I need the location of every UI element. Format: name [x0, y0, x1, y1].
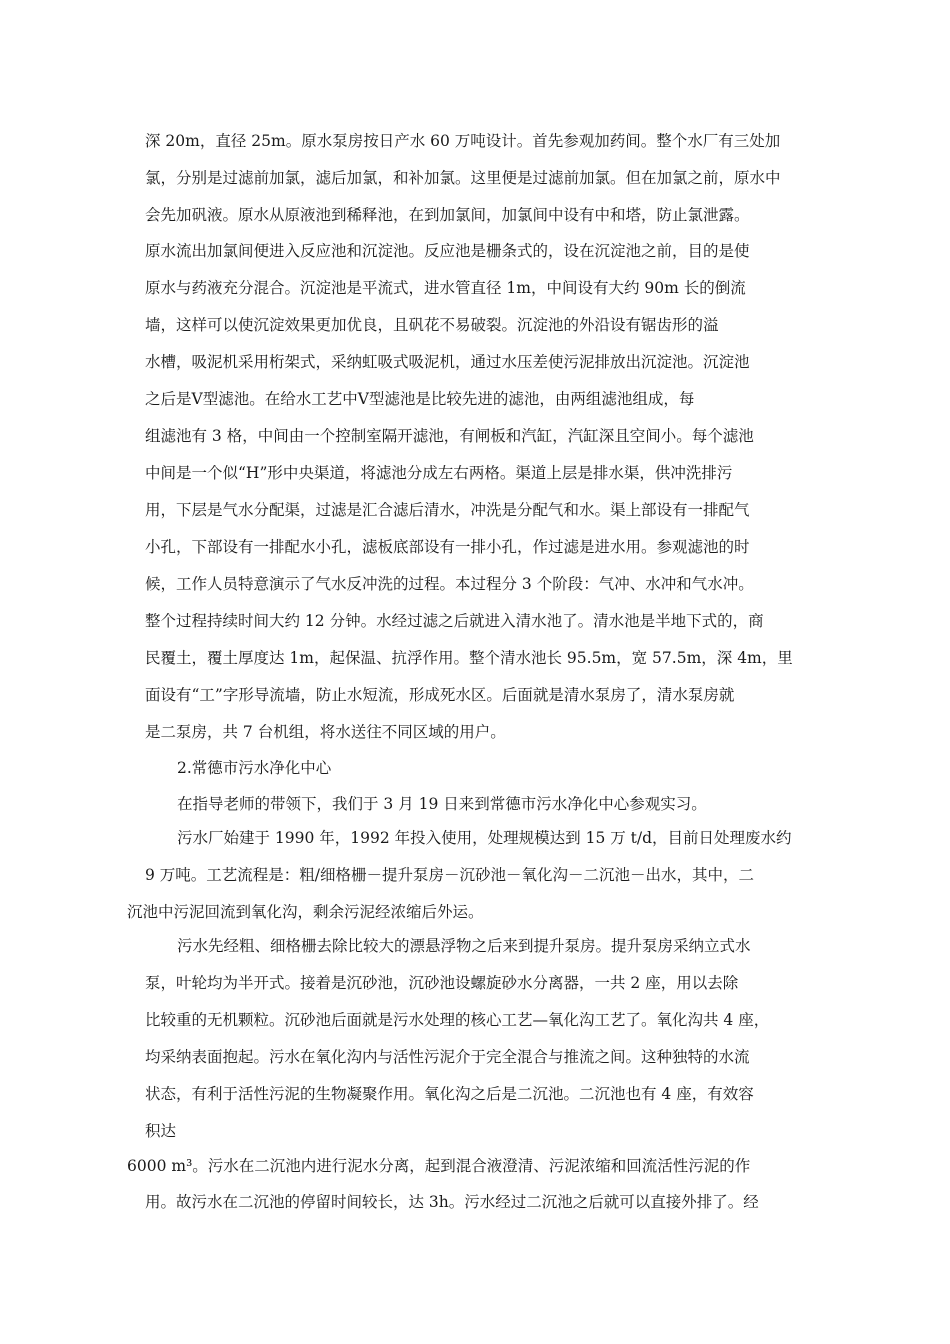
paragraph-line: 深 20m，直径 25m。原水泵房按日产水 60 万吨设计。首先参观加药间。整个水厂有三处加 — [145, 132, 781, 150]
paragraph-line: 氯，分别是过滤前加氯，滤后加氯，和补加氯。这里便是过滤前加氯。但在加氯之前，原水中 — [145, 169, 781, 187]
paragraph-line: 会先加矾液。原水从原液池到稀释池，在到加氯间，加氯间中设有中和塔，防止氯泄露。 — [145, 206, 750, 224]
paragraph-line: 积达 — [145, 1122, 177, 1140]
paragraph-line: 之后是V型滤池。在给水工艺中V型滤池是比较先进的滤池，由两组滤池组成，每 — [145, 390, 695, 408]
paragraph-line: 候，工作人员特意演示了气水反冲洗的过程。本过程分 3 个阶段：气冲、水冲和气水冲。 — [145, 575, 754, 593]
section-heading: 2.常德市污水净化中心 — [177, 759, 332, 777]
paragraph-line: 中间是一个似“H”形中央渠道，将滤池分成左右两格。渠道上层是排水渠，供冲洗排污 — [145, 464, 733, 482]
paragraph-line: 均采纳表面抱起。污水在氧化沟内与活性污泥介于完全混合与推流之间。这种独特的水流 — [145, 1048, 750, 1066]
paragraph-line: 泵，叶轮均为半开式。接着是沉砂池，沉砂池设螺旋砂水分离器，一共 2 座，用以去除 — [145, 974, 739, 992]
paragraph-line: 在指导老师的带领下，我们于 3 月 19 日来到常德市污水净化中心参观实习。 — [177, 795, 707, 813]
paragraph-line: 是二泵房，共 7 台机组，将水送往不同区域的用户。 — [145, 723, 506, 741]
paragraph-line: 沉池中污泥回流到氧化沟，剩余污泥经浓缩后外运。 — [127, 903, 484, 921]
paragraph-line: 组滤池有 3 格，中间由一个控制室隔开滤池，有闸板和汽缸，汽缸深且空间小。每个滤池 — [145, 427, 754, 445]
paragraph-line: 小孔，下部设有一排配水小孔，滤板底部设有一排小孔，作过滤是进水用。参观滤池的时 — [145, 538, 750, 556]
paragraph-line: 用。故污水在二沉池的停留时间较长，达 3h。污水经过二沉池之后就可以直接外排了。经 — [145, 1193, 759, 1211]
paragraph-line: 原水流出加氯间便进入反应池和沉淀池。反应池是栅条式的，设在沉淀池之前，目的是使 — [145, 242, 750, 260]
paragraph-line: 整个过程持续时间大约 12 分钟。水经过滤之后就进入清水池了。清水池是半地下式的，商 — [145, 612, 764, 630]
paragraph-line: 民覆土，覆土厚度达 1m，起保温、抗浮作用。整个清水池长 95.5m，宽 57.5m，深 4m，里 — [145, 649, 793, 667]
paragraph-line: 面设有“工”字形导流墙，防止水短流，形成死水区。后面就是清水泵房了，清水泵房就 — [145, 686, 735, 704]
paragraph-line: 原水与药液充分混合。沉淀池是平流式，进水管直径 1m，中间设有大约 90m 长的倒流 — [145, 279, 746, 297]
paragraph-line: 比较重的无机颗粒。沉砂池后面就是污水处理的核心工艺—氧化沟工艺了。氧化沟共 4 座， — [145, 1011, 770, 1029]
paragraph-line: 9 万吨。工艺流程是：粗/细格栅－提升泵房－沉砂池－氧化沟－二沉池－出水，其中，二 — [145, 866, 755, 884]
paragraph-line: 墙，这样可以使沉淀效果更加优良，且矾花不易破裂。沉淀池的外沿设有锯齿形的溢 — [145, 316, 719, 334]
paragraph-line: 污水先经粗、细格栅去除比较大的漂悬浮物之后来到提升泵房。提升泵房采纳立式水 — [177, 937, 751, 955]
paragraph-line: 水槽，吸泥机采用桁架式，采纳虹吸式吸泥机，通过水压差使污泥排放出沉淀池。沉淀池 — [145, 353, 750, 371]
paragraph-line: 污水厂始建于 1990 年，1992 年投入使用，处理规模达到 15 万 t/d，目前日处理废水约 — [177, 829, 792, 847]
paragraph-line: 6000 m³。污水在二沉池内进行泥水分离，起到混合液澄清、污泥浓缩和回流活性污泥的作 — [127, 1157, 751, 1175]
paragraph-line: 用，下层是气水分配渠，过滤是汇合滤后清水，冲洗是分配气和水。渠上部设有一排配气 — [145, 501, 750, 519]
paragraph-line: 状态，有利于活性污泥的生物凝聚作用。氧化沟之后是二沉池。二沉池也有 4 座，有效容 — [145, 1085, 754, 1103]
